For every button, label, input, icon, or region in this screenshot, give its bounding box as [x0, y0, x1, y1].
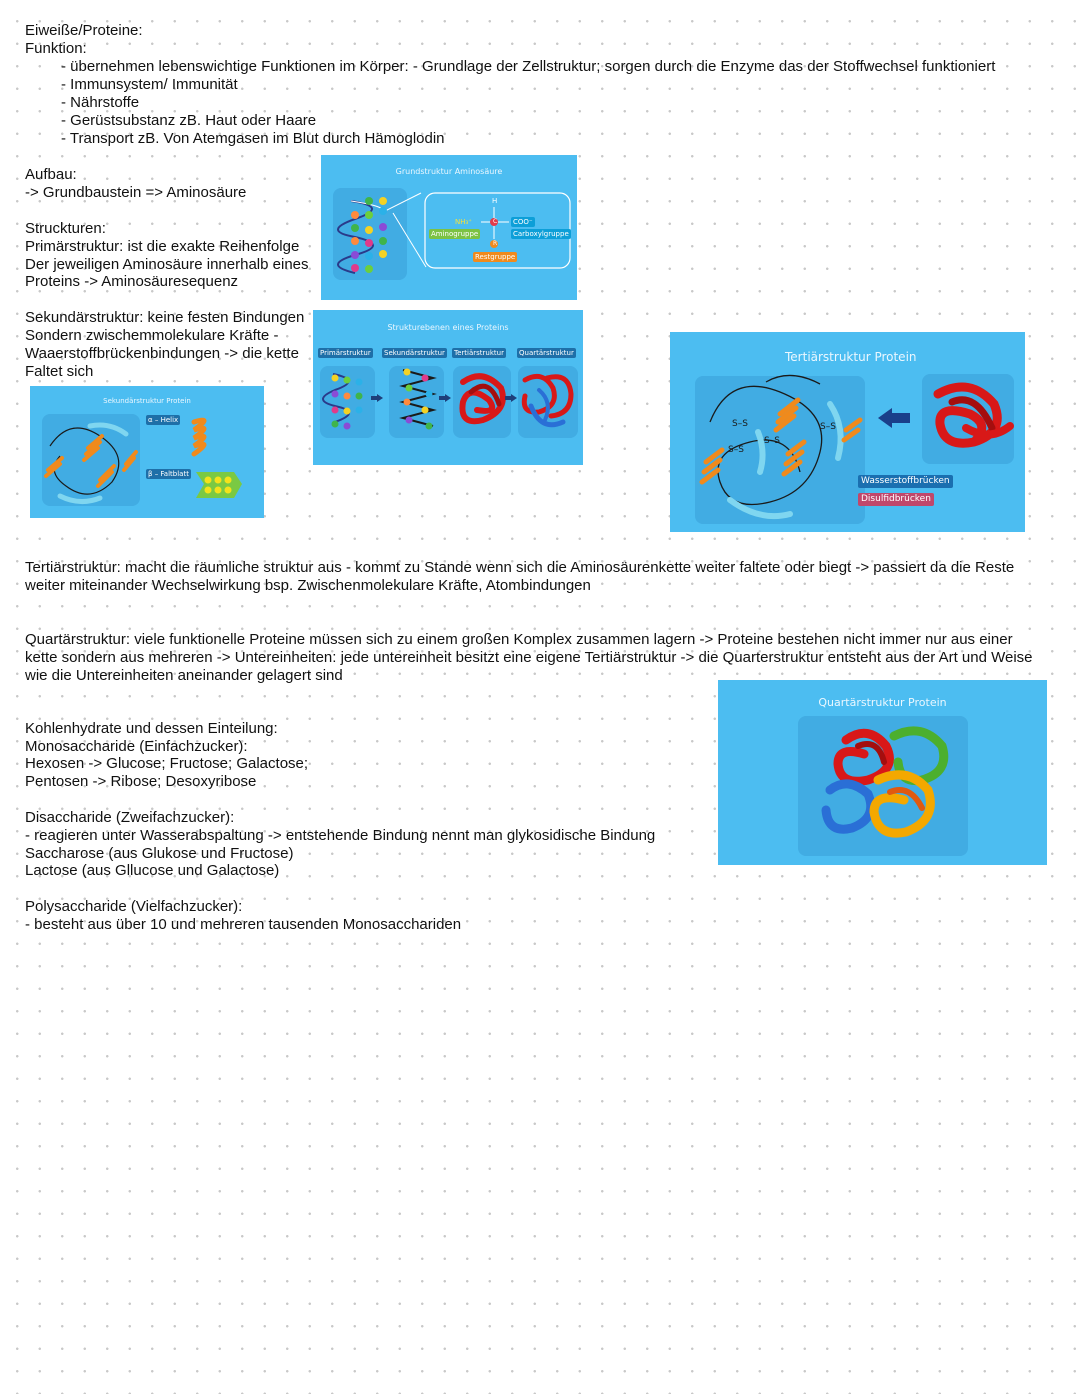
function-item: - Immunsystem/ Immunität: [61, 76, 238, 93]
figure-title: Strukturebenen eines Proteins: [387, 323, 509, 332]
sekundaer-line: Sondern zwischemmolekulare Kräfte -: [25, 327, 279, 344]
level-label-tertiary: Tertiärstruktur: [454, 349, 504, 357]
carbon-label: C: [493, 218, 498, 225]
disulfide-label: S–S: [732, 419, 748, 429]
amino-chain-graphic: [321, 155, 577, 300]
disulfide-label: S–S: [728, 445, 744, 455]
figure-title: Quartärstruktur Protein: [818, 696, 947, 709]
figure-amino-acid: [321, 155, 577, 300]
polysaccharide-line: Polysaccharide (Vielfachzucker):: [25, 898, 243, 915]
sekundaer-line: Sekundärstruktur: keine festen Bindungen: [25, 309, 305, 326]
kohlenhydrate-heading: Kohlenhydrate und dessen Einteilung:: [25, 720, 278, 737]
page-heading: Eiweiße/Proteine:: [25, 22, 143, 39]
restgruppe-tag: Restgruppe: [475, 253, 516, 261]
kohlenhydrate-line: Hexosen -> Glucose; Fructose; Galactose;: [25, 755, 309, 772]
primaer-line: Proteins -> Aminosäuresequenz: [25, 273, 239, 290]
disaccharide-line: - reagieren unter Wasserabspaltung -> entstehende Bindung nennt man glykosidische Bindung: [25, 827, 656, 844]
r-label: R: [493, 240, 498, 247]
disaccharide-line: Disaccharide (Zweifachzucker):: [25, 809, 235, 826]
coo-label: COO⁻: [513, 218, 533, 226]
figure-title: Grundstruktur Aminosäure: [395, 167, 503, 176]
kohlenhydrate-line: Monosaccharide (Einfachzucker):: [25, 738, 248, 755]
level-label-quaternary: Quartärstruktur: [519, 349, 574, 357]
figure-tertiary-structure: [670, 332, 1025, 532]
tertiary-structure-graphic: [670, 332, 1025, 532]
disulfide-label: S–S: [764, 436, 780, 446]
function-item: - Gerüstsubstanz zB. Haut oder Haare: [61, 112, 317, 129]
aminogruppe-tag: Aminogruppe: [431, 230, 479, 238]
quaternary-structure-graphic: [718, 680, 1047, 865]
sekundaer-line: Waaerstoffbrückenbindungen -> die kette: [25, 345, 299, 362]
level-label-primary: Primärstruktur: [320, 349, 371, 357]
tertiaer-paragraph: Tertiärstruktur: macht die räumliche struktur aus - kommt zu Stande wenn sich die Aminosäurenkette weiter faltete oder biegt -> passiert da die Reste weiter miteinander Wechselwirkung bsp. Zwischenmolekulare Kräfte, Atombindungen: [25, 559, 1015, 594]
structure-levels-graphic: [313, 310, 583, 465]
sekundaer-line: Faltet sich: [25, 363, 94, 380]
primaer-line: Der jeweiligen Aminosäure innerhalb eines: [25, 256, 309, 273]
aufbau-label: Aufbau:: [25, 166, 77, 183]
function-label: Funktion:: [25, 40, 87, 57]
carboxylgruppe-tag: Carboxylgruppe: [513, 230, 569, 238]
figure-secondary-structure: [30, 386, 264, 518]
polysaccharide-line: - besteht aus über 10 und mehreren tausenden Monosacchariden: [25, 916, 462, 933]
quartaer-paragraph: Quartärstruktur: viele funktionelle Proteine müssen sich zu einem großen Komplex zusammen lagern -> Proteine bestehen nicht immer nur aus einer kette sondern aus mehreren -> Untereinheiten: jede untereinheit besitzt eine eigene Tertiärstruktur -> die Quarterstruktur entsteht aus der Art und Weise wie die Untereinheiten aneinander gelagert sind: [25, 631, 1033, 684]
disaccharide-line: Lactose (aus Gllucose und Galactose): [25, 862, 280, 879]
disulfid-tag: Disulfidbrücken: [858, 493, 934, 506]
disaccharide-line: Saccharose (aus Glukose und Fructose): [25, 845, 294, 862]
wasserstoff-tag: Wasserstoffbrücken: [858, 475, 953, 488]
figure-title: Tertiärstruktur Protein: [785, 350, 917, 364]
aufbau-line: -> Grundbaustein => Aminosäure: [25, 184, 247, 201]
primaer-line: Primärstruktur: ist die exakte Reihenfolge: [25, 238, 300, 255]
secondary-structure-graphic: [30, 386, 264, 518]
faltblatt-tag: β – Faltblatt: [148, 470, 189, 478]
nh3-label: NH₃⁺: [455, 218, 473, 226]
strukturen-label: Struckturen:: [25, 220, 106, 237]
function-item: - übernehmen lebenswichtige Funktionen im Körper: - Grundlage der Zellstruktur; sorgen durch die Enzyme das der Stoffwechsel funktioniert: [61, 58, 996, 75]
figure-title: Sekundärstruktur Protein: [103, 397, 191, 405]
figure-structure-levels: [313, 310, 583, 465]
function-item: - Nährstoffe: [61, 94, 140, 111]
level-label-secondary: Sekundärstruktur: [384, 349, 445, 357]
figure-quaternary-structure: [718, 680, 1047, 865]
hydrogen-label: H: [492, 197, 498, 205]
function-item: - Transport zB. Von Atemgasen im Blut durch Hämoglodin: [61, 130, 445, 147]
kohlenhydrate-line: Pentosen -> Ribose; Desoxyribose: [25, 773, 257, 790]
disulfide-label: S–S: [820, 422, 836, 432]
helix-tag: α – Helix: [148, 416, 179, 424]
